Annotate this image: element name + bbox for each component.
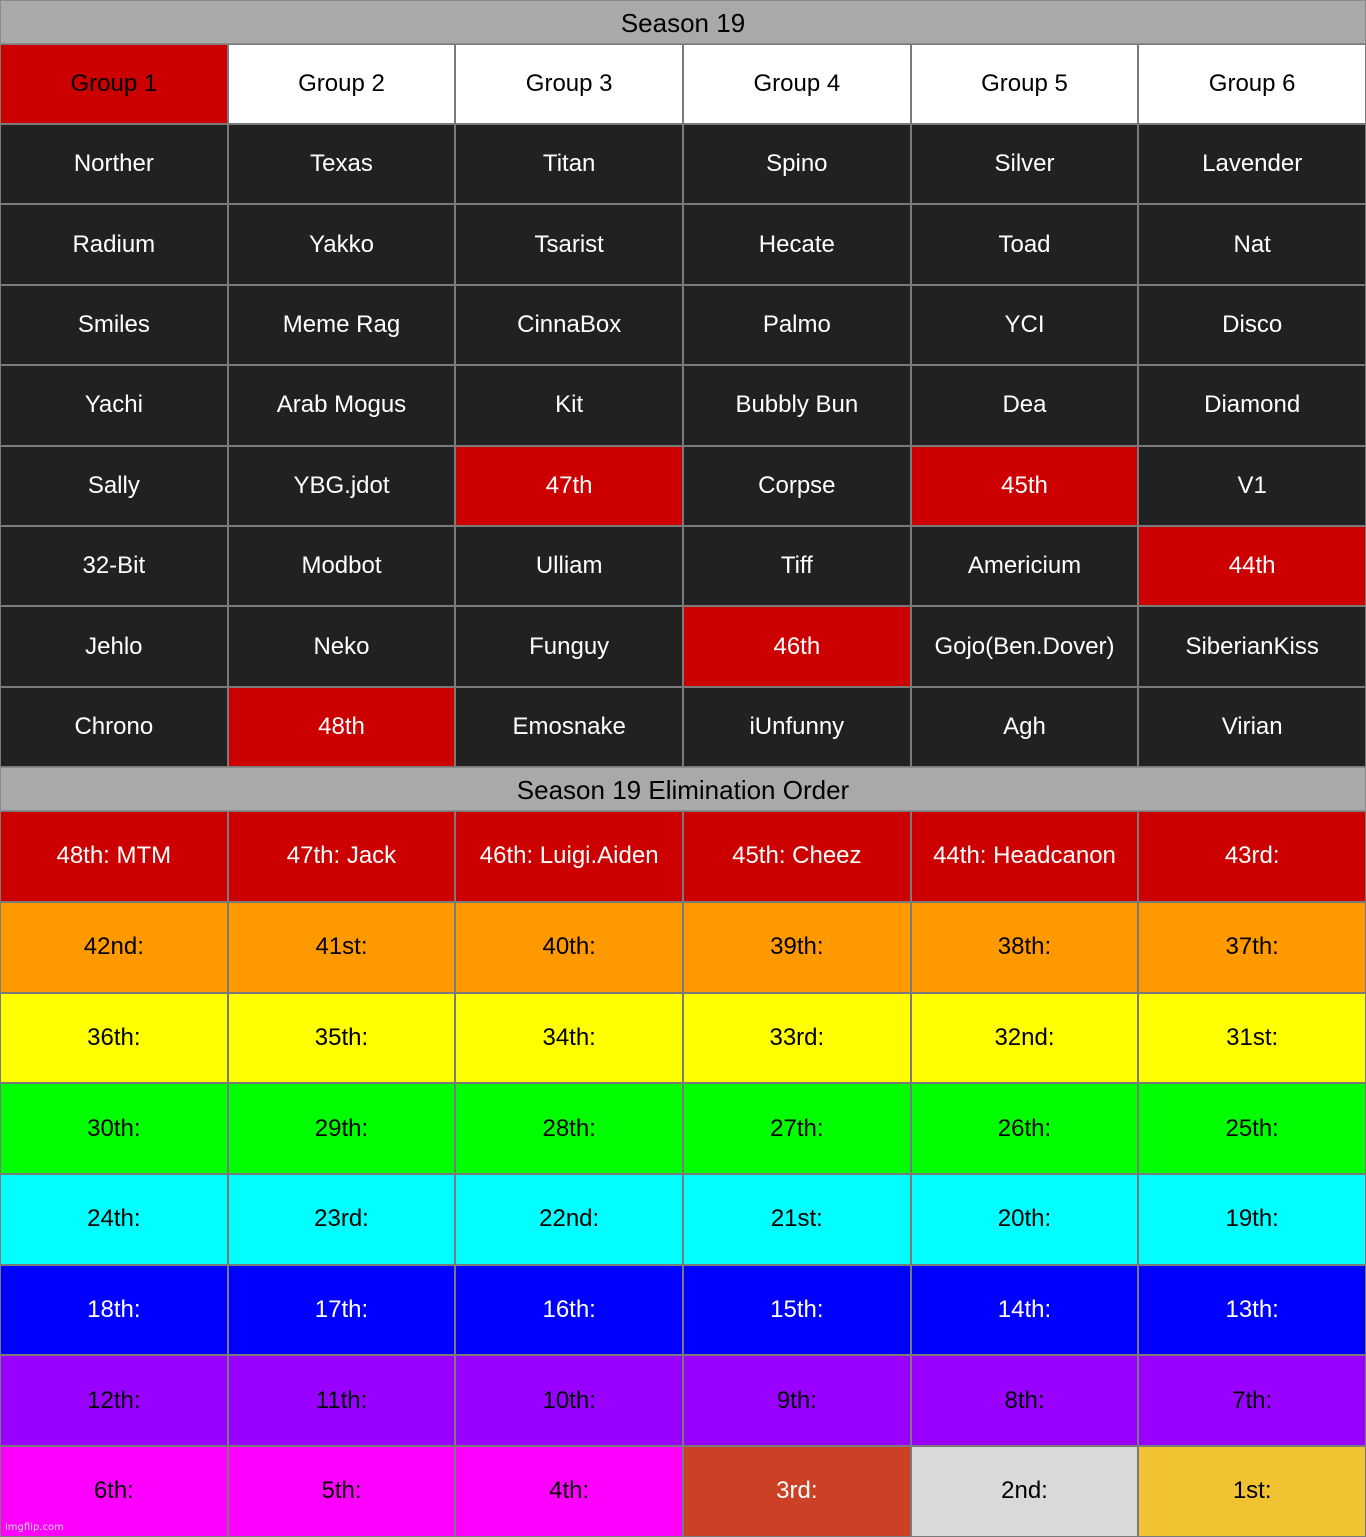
- placement-cell: 7th:: [1138, 1355, 1366, 1446]
- eliminated-cell: 46th: [683, 606, 911, 686]
- contestant-cell: Diamond: [1138, 365, 1366, 445]
- placement-cell: 6th:: [0, 1446, 228, 1537]
- placement-cell: 24th:: [0, 1174, 228, 1265]
- group-header-row: [0, 44, 1366, 124]
- placement-cell: 43rd:: [1138, 811, 1366, 902]
- group-header-5: Group 5: [911, 44, 1139, 124]
- placement-cell: 41st:: [228, 902, 456, 993]
- placement-cell: 5th:: [228, 1446, 456, 1537]
- elimination-title: Season 19 Elimination Order: [0, 767, 1366, 811]
- contestant-cell: Silver: [911, 124, 1139, 204]
- contestant-cell: V1: [1138, 446, 1366, 526]
- contestant-cell: Americium: [911, 526, 1139, 606]
- contestant-cell: Lavender: [1138, 124, 1366, 204]
- placement-cell: 19th:: [1138, 1174, 1366, 1265]
- contestant-cell: Gojo(Ben.Dover): [911, 606, 1139, 686]
- contestant-cell: Arab Mogus: [228, 365, 456, 445]
- watermark: imgflip.com: [5, 1522, 64, 1533]
- placement-cell: 31st:: [1138, 993, 1366, 1084]
- eliminated-cell: 47th: [455, 446, 683, 526]
- contestant-cell: Radium: [0, 204, 228, 284]
- contestant-cell: Nat: [1138, 204, 1366, 284]
- contestant-cell: Smiles: [0, 285, 228, 365]
- contestant-cell: YCI: [911, 285, 1139, 365]
- placement-cell: 32nd:: [911, 993, 1139, 1084]
- placement-cell: 46th: Luigi.Aiden: [455, 811, 683, 902]
- contestant-cell: Spino: [683, 124, 911, 204]
- placement-cell: 20th:: [911, 1174, 1139, 1265]
- contestant-cell: Virian: [1138, 687, 1366, 767]
- contestant-cell: Tsarist: [455, 204, 683, 284]
- contestant-cell: Titan: [455, 124, 683, 204]
- contestant-cell: Modbot: [228, 526, 456, 606]
- contestant-cell: Bubbly Bun: [683, 365, 911, 445]
- podium-cell: 3rd:: [683, 1446, 911, 1537]
- placement-cell: 12th:: [0, 1355, 228, 1446]
- placement-cell: 33rd:: [683, 993, 911, 1084]
- placement-cell: 48th: MTM: [0, 811, 228, 902]
- contestant-cell: iUnfunny: [683, 687, 911, 767]
- contestant-cell: Emosnake: [455, 687, 683, 767]
- group-header-2: Group 2: [228, 44, 456, 124]
- placement-cell: 9th:: [683, 1355, 911, 1446]
- placement-cell: 15th:: [683, 1265, 911, 1356]
- placement-cell: 30th:: [0, 1083, 228, 1174]
- placement-cell: 23rd:: [228, 1174, 456, 1265]
- placement-cell: 40th:: [455, 902, 683, 993]
- contestant-cell: Neko: [228, 606, 456, 686]
- contestant-cell: Texas: [228, 124, 456, 204]
- elimination-grid: [0, 811, 1366, 1537]
- placement-cell: 26th:: [911, 1083, 1139, 1174]
- placement-cell: 27th:: [683, 1083, 911, 1174]
- contestant-cell: Ulliam: [455, 526, 683, 606]
- contestant-cell: CinnaBox: [455, 285, 683, 365]
- placement-cell: 22nd:: [455, 1174, 683, 1265]
- contestant-cell: Sally: [0, 446, 228, 526]
- contestant-cell: Toad: [911, 204, 1139, 284]
- placement-cell: 47th: Jack: [228, 811, 456, 902]
- placement-cell: 13th:: [1138, 1265, 1366, 1356]
- contestant-cell: Chrono: [0, 687, 228, 767]
- placement-cell: 42nd:: [0, 902, 228, 993]
- contestant-cell: Yachi: [0, 365, 228, 445]
- placement-cell: 44th: Headcanon: [911, 811, 1139, 902]
- placement-cell: 4th:: [455, 1446, 683, 1537]
- contestant-cell: YBG.jdot: [228, 446, 456, 526]
- group-header-1: Group 1: [0, 44, 228, 124]
- placement-cell: 36th:: [0, 993, 228, 1084]
- contestant-cell: Palmo: [683, 285, 911, 365]
- contestant-cell: Agh: [911, 687, 1139, 767]
- placement-cell: 34th:: [455, 993, 683, 1084]
- placement-cell: 16th:: [455, 1265, 683, 1356]
- contestant-cell: Tiff: [683, 526, 911, 606]
- placement-cell: 28th:: [455, 1083, 683, 1174]
- placement-cell: 45th: Cheez: [683, 811, 911, 902]
- contestant-cell: Corpse: [683, 446, 911, 526]
- contestant-cell: SiberianKiss: [1138, 606, 1366, 686]
- placement-cell: 29th:: [228, 1083, 456, 1174]
- contestant-cell: Norther: [0, 124, 228, 204]
- placement-cell: 25th:: [1138, 1083, 1366, 1174]
- season-title: Season 19: [0, 0, 1366, 44]
- podium-cell: 2nd:: [911, 1446, 1139, 1537]
- contestant-cell: Yakko: [228, 204, 456, 284]
- placement-cell: 17th:: [228, 1265, 456, 1356]
- contestant-cell: Dea: [911, 365, 1139, 445]
- group-header-6: Group 6: [1138, 44, 1366, 124]
- placement-cell: 11th:: [228, 1355, 456, 1446]
- contestant-cell: Jehlo: [0, 606, 228, 686]
- contestant-cell: 32-Bit: [0, 526, 228, 606]
- placement-cell: 35th:: [228, 993, 456, 1084]
- groups-grid: [0, 124, 1366, 767]
- group-header-3: Group 3: [455, 44, 683, 124]
- placement-cell: 10th:: [455, 1355, 683, 1446]
- eliminated-cell: 44th: [1138, 526, 1366, 606]
- podium-cell: 1st:: [1138, 1446, 1366, 1537]
- placement-cell: 21st:: [683, 1174, 911, 1265]
- placement-cell: 8th:: [911, 1355, 1139, 1446]
- contestant-cell: Funguy: [455, 606, 683, 686]
- placement-cell: 18th:: [0, 1265, 228, 1356]
- contestant-cell: Hecate: [683, 204, 911, 284]
- placement-cell: 37th:: [1138, 902, 1366, 993]
- contestant-cell: Disco: [1138, 285, 1366, 365]
- eliminated-cell: 45th: [911, 446, 1139, 526]
- placement-cell: 38th:: [911, 902, 1139, 993]
- placement-cell: 39th:: [683, 902, 911, 993]
- placement-cell: 14th:: [911, 1265, 1139, 1356]
- eliminated-cell: 48th: [228, 687, 456, 767]
- contestant-cell: Kit: [455, 365, 683, 445]
- contestant-cell: Meme Rag: [228, 285, 456, 365]
- group-header-4: Group 4: [683, 44, 911, 124]
